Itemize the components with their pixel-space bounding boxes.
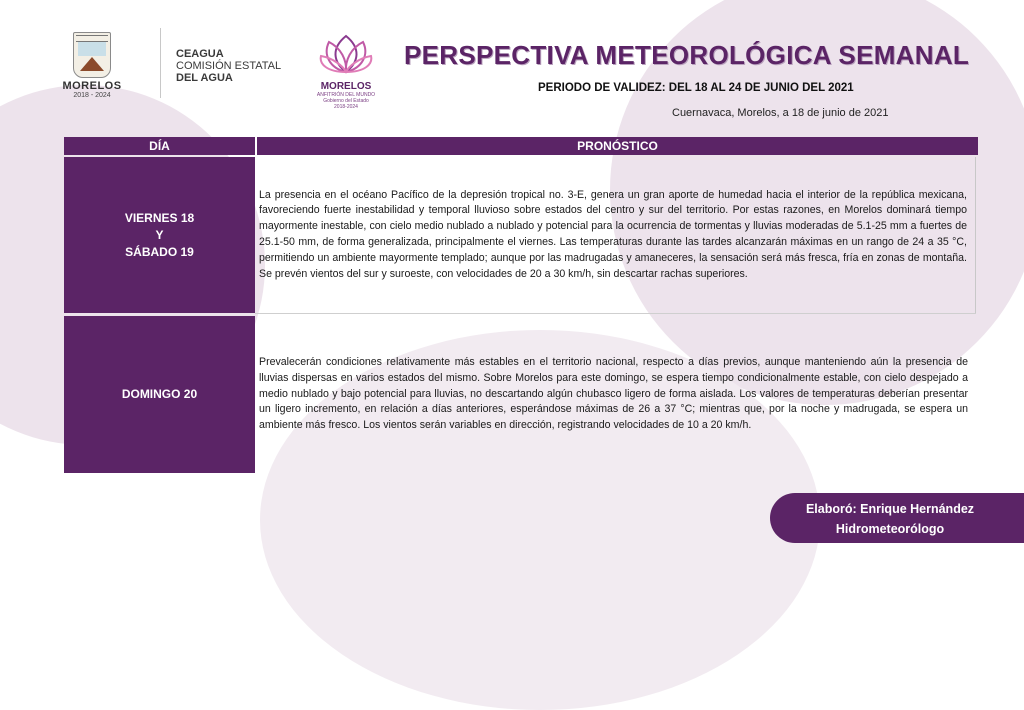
forecast-text: La presencia en el océano Pacífico de la depresión tropical no. 3-E, genera un gran aporte de humedad hacia el interior de la república mexicana, favoreciendo fuerte inestabilidad y temporal lluvioso sobre estados del centro y sur del territorio. Por estas razones, en Morelos dominará tiempo mayormente inestable, con cielo medio nublado a nublado y potencial para la ocurrencia de tormentas y lluvias moderadas de 5.1-25 mm a fuertes de 25.1-50 mm, de forma generalizada, principalmente el viernes. Las temperaturas durante las tardes alcanzarán máximas en un rango de 24 a 35 °C, permitiendo un ambiente mayormente templado; aunque por las madrugadas y amaneceres, la sensación será más fresca, fría en zonas de montaña. Se prevén vientos del sur y suroeste, con velocidades de 20 a 30 km/h, sin descartar rachas superiores. bbox=[259, 188, 967, 280]
author-role: Hidrometeorólogo bbox=[835, 522, 945, 536]
author-name: Elaboró: Enrique Hernández bbox=[805, 502, 975, 516]
lotus-flower-icon bbox=[319, 32, 373, 76]
issue-date: Cuernavaca, Morelos, a 18 de junio de 2021 bbox=[672, 107, 889, 119]
page-title: PERSPECTIVA METEOROLÓGICA SEMANAL bbox=[404, 40, 970, 70]
flower-logo-word: MORELOS bbox=[320, 81, 372, 92]
day-cell: DOMINGO 20 bbox=[64, 316, 255, 473]
forecast-cell bbox=[255, 157, 976, 313]
header-divider bbox=[160, 28, 161, 98]
morelos-flower-logo: MORELOS ANFITRIÓN DEL MUNDO Gobierno del Estado 2018-2024 bbox=[312, 32, 380, 110]
column-header-forecast: PRONÓSTICO bbox=[255, 137, 978, 155]
morelos-state-logo bbox=[60, 32, 124, 99]
logo-word: MORELOS bbox=[62, 80, 122, 92]
forecast-table bbox=[64, 137, 976, 473]
validity-period: PERIODO DE VALIDEZ: DEL 18 AL 24 DE JUNIO DEL 2021 bbox=[538, 82, 854, 94]
row-divider bbox=[255, 313, 976, 314]
author-badge bbox=[770, 493, 1024, 543]
forecast-cell bbox=[255, 316, 976, 473]
logo-years: 2018 - 2024 bbox=[73, 92, 111, 99]
coat-of-arms-icon bbox=[73, 32, 111, 78]
column-header-day: DÍA bbox=[64, 137, 255, 155]
agency-name: CEAGUA COMISIÓN ESTATAL DEL AGUA bbox=[176, 48, 282, 84]
forecast-text: Prevalecerán condiciones relativamente más estables en el territorio nacional, respecto a días previos, aunque manteniendo aún la presencia de lluvias dispersas en varios estados del mismo. Sobre Morelos para este domingo, se espera tiempo condicionalmente estable, con cielo despejado a medio nublado y bajo potencial para lluvias, no descartando algún chubasco ligero de forma aislada. Los valores de temperaturas deberían presentar un ligero incremento, en relación a días anteriores, esperándose máximas de 26 a 37 °C; mientras que, por la noche y madrugada, se espera un ambiente más fresco. Los vientos serán variables en dirección, registrando velocidades de 10 a 20 km/h. bbox=[259, 356, 968, 432]
day-cell: VIERNES 18 Y SÁBADO 19 bbox=[64, 157, 255, 313]
